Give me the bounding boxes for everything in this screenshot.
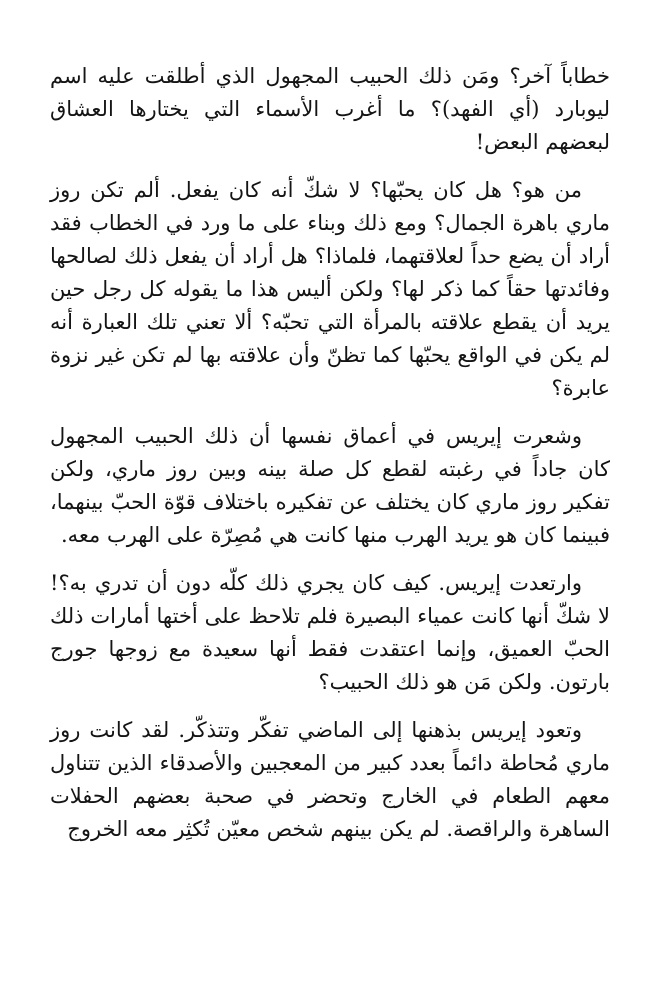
- paragraph-1: خطاباً آخر؟ ومَن ذلك الحبيب المجهول الذي أطلقت عليه اسم ليوبارد (أي الفهد)؟ ما أغرب الأسماء التي يختارها العشاق لبعضهم البعض!: [50, 64, 610, 154]
- paragraph-5: وتعود إيريس بذهنها إلى الماضي تفكّر وتتذكّر. لقد كانت روز ماري مُحاطة دائماً بعدد كبير من المعجبين والأصدقاء الذين تتناول معهم الطعام في الخارج وتحضر في صحبة بعضهم الحفلات الساهرة والراقصة. لم يكن بينهم شخص معيّن تُكثِر معه الخروج: [50, 718, 610, 841]
- paragraph-4: وارتعدت إيريس. كيف كان يجري ذلك كلّه دون أن تدري به؟! لا شكّ أنها كانت عمياء البصيرة فلم تلاحظ على أختها أمارات ذلك الحبّ العميق، وإنما اعتقدت فقط أنها سعيدة مع زوجها جورج بارتون. ولكن مَن هو ذلك الحبيب؟: [50, 571, 610, 694]
- book-page: [50, 60, 610, 861]
- paragraph-3: وشعرت إيريس في أعماق نفسها أن ذلك الحبيب المجهول كان جاداً في رغبته لقطع كل صلة بينه وبين روز ماري، ولكن تفكير روز ماري كان يختلف عن تفكيره باختلاف قوّة الحبّ بينهما، فبينما كان هو يريد الهرب منها كانت هي مُصِرّة على الهرب معه.: [50, 424, 610, 547]
- paragraph-2: من هو؟ هل كان يحبّها؟ لا شكّ أنه كان يفعل. ألم تكن روز ماري باهرة الجمال؟ ومع ذلك وبناء على ما ورد في الخطاب فقد أراد أن يضع حداً لعلاقتهما، فلماذا؟ هل أراد أن يفعل ذلك لصالحها وفائدتها حقاً كما ذكر لها؟ ولكن أليس هذا ما يقوله كل رجل حين يريد أن يقطع علاقته بالمرأة التي تحبّه؟ ألا تعني تلك العبارة أنه لم يكن في الواقع يحبّها كما تظنّ وأن علاقته بها لم تكن غير نزوة عابرة؟: [50, 178, 610, 400]
